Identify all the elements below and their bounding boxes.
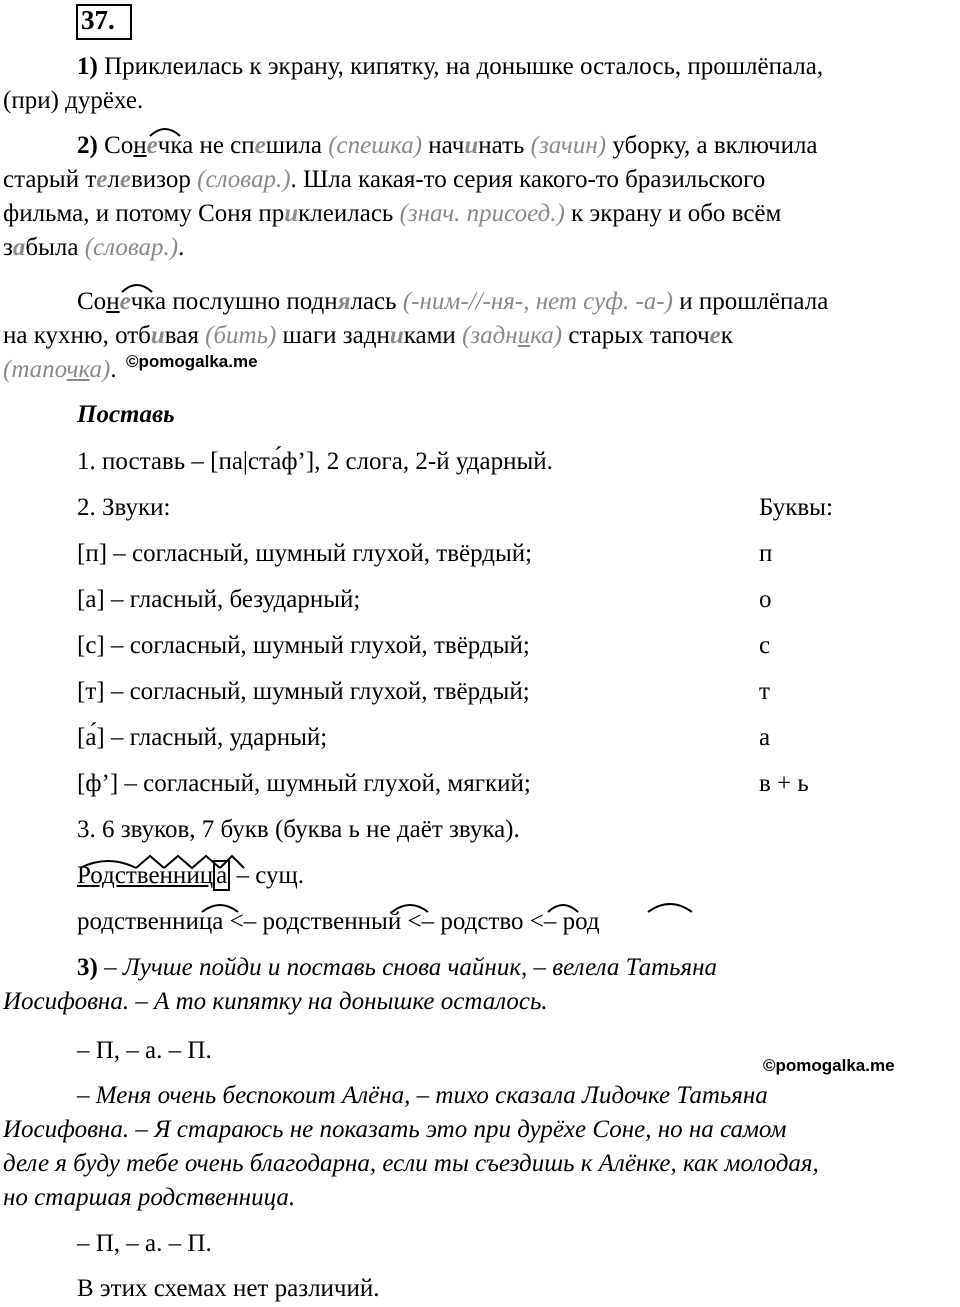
task2-p2-line3: (тапочка). bbox=[3, 356, 117, 383]
exercise-number: 37. bbox=[81, 5, 115, 35]
suffix-caret bbox=[220, 856, 244, 868]
watermark-2: ©pomogalka.me bbox=[763, 1056, 895, 1075]
suffix-arc bbox=[392, 905, 428, 912]
suffix-arc bbox=[548, 905, 578, 912]
scheme-1: – П, – а. – П. bbox=[77, 1037, 212, 1064]
letter-cell: п bbox=[759, 540, 773, 567]
task3-q2-line2: Иосифовна. – Я стараюсь не показать это при дурёхе Соне, но на самом bbox=[3, 1116, 787, 1143]
sounds-header: 2. Звуки: bbox=[77, 494, 171, 521]
suffix-caret bbox=[136, 856, 164, 868]
letter-cell: о bbox=[759, 586, 772, 613]
postav-line3: 3. 6 звуков, 7 букв (буква ь не даёт звука). bbox=[77, 816, 520, 843]
sound-row: [ф’] – согласный, шумный глухой, мягкий; bbox=[77, 770, 531, 797]
task1-line2: (при) дурёхе. bbox=[3, 87, 144, 114]
task2-p2-line2: на кухню, отбивая (бить) шаги задниками (задника) старых тапочек bbox=[3, 322, 733, 349]
word-ending: а bbox=[213, 860, 230, 891]
scheme-2: – П, – а. – П. bbox=[77, 1230, 212, 1257]
task3-q2-line1: – Меня очень беспокоит Алёна, – тихо сказала Лидочке Татьяна bbox=[77, 1082, 768, 1109]
task3-q2-line3: деле я буду тебе очень благодарна, если ты съездишь к Алёнке, как молодая, bbox=[3, 1150, 819, 1177]
sound-row: [п] – согласный, шумный глухой, твёрдый; bbox=[77, 540, 533, 567]
letter-cell: в + ь bbox=[759, 770, 809, 797]
sound-row: [с] – согласный, шумный глухой, твёрдый; bbox=[77, 632, 530, 659]
watermark-1: ©pomogalka.me bbox=[126, 352, 258, 371]
suffix-arc bbox=[150, 129, 180, 136]
sound-row: [а́] – гласный, ударный; bbox=[77, 724, 328, 751]
postav-heading: Поставь bbox=[77, 401, 175, 428]
task3-line2: Иосифовна. – А то кипятку на донышке осталось. bbox=[3, 988, 548, 1015]
task1-marker: 1) bbox=[77, 53, 98, 80]
task3-q2-line4: но старшая родственница. bbox=[3, 1184, 296, 1211]
suffix-arc bbox=[122, 285, 152, 292]
task2-p1-line1: 2) Сонечка не спешила (спешка) начинать (зачин) уборку, а включила bbox=[77, 132, 818, 159]
task1-line1: 1) Приклеилась к экрану, кипятку, на донышке осталось, прошлёпала, bbox=[77, 53, 824, 80]
suffix-arc bbox=[202, 905, 238, 912]
sound-row: [т] – согласный, шумный глухой, твёрдый; bbox=[77, 678, 530, 705]
task3-line1: 3) – Лучше пойди и поставь снова чайник, – велела Татьяна bbox=[77, 954, 718, 981]
task2-p1-line3: фильма, и потому Соня приклеилась (знач. присоед.) к экрану и обо всём bbox=[3, 200, 782, 227]
letter-cell: т bbox=[759, 678, 770, 705]
root-arc bbox=[80, 861, 136, 868]
sound-row: [а] – гласный, безударный; bbox=[77, 586, 361, 613]
word-formation-chain: родственница <– родственный <– родство <– род bbox=[77, 908, 600, 935]
conclusion: В этих схемах нет различий. bbox=[77, 1275, 380, 1302]
suffix-caret bbox=[164, 856, 220, 868]
postav-line1: 1. поставь – [па|ста́ф’], 2 слога, 2-й ударный. bbox=[77, 448, 553, 475]
letters-header: Буквы: bbox=[759, 494, 833, 521]
letter-cell: с bbox=[759, 632, 771, 659]
task2-p1-line4: забыла (словар.). bbox=[3, 234, 185, 261]
word-stem: Родственниц bbox=[77, 862, 214, 889]
task2-p2-line1: Сонечка послушно поднялась (-ним-//-ня-, нет суф. -а-) и прошлёпала bbox=[77, 288, 829, 315]
rodstvennitsa-morph: Родственниц а – сущ. bbox=[77, 862, 304, 889]
root-arc bbox=[648, 904, 692, 912]
letter-cell: а bbox=[759, 724, 771, 751]
task2-p1-line2: старый телевизор (словар.). Шла какая-то серия какого-то бразильского bbox=[3, 166, 766, 193]
